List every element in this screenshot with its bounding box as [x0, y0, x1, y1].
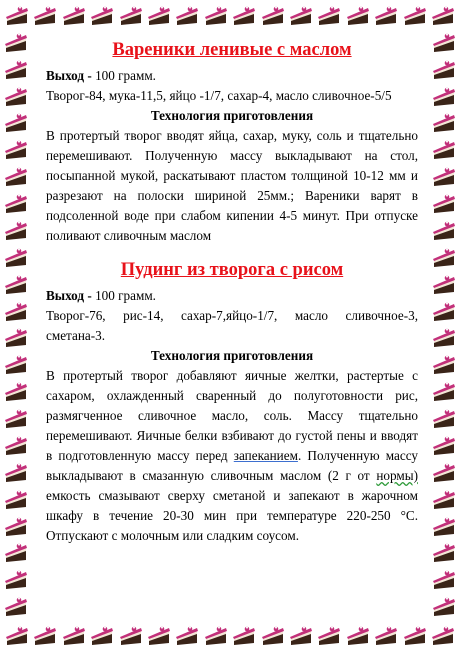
recipe2-ingredients: Творог-76, рис-14, сахар-7,яйцо-1/7, масло сливочное-3, сметана-3.: [46, 308, 418, 343]
cake-slice-icon: [4, 568, 28, 592]
cake-slice-icon: [119, 624, 143, 648]
recipe2-tech-text: [46, 366, 418, 546]
cake-slice-icon: [432, 568, 456, 592]
cake-slice-icon: [147, 624, 171, 648]
cake-slice-icon: [432, 111, 456, 135]
cake-slice-icon: [432, 31, 456, 55]
recipe2-title: Пудинг из творога с рисом: [120, 260, 344, 280]
cake-slice-icon: [4, 326, 28, 350]
cake-slice-icon: [175, 4, 199, 28]
recipe2-yield: [46, 286, 418, 306]
cake-slice-icon: [432, 434, 456, 458]
cake-slice-icon: [346, 624, 370, 648]
cake-slice-icon: [4, 31, 28, 55]
cake-slice-icon: [432, 541, 456, 565]
cake-slice-icon: [4, 380, 28, 404]
cake-slice-icon: [232, 4, 256, 28]
cake-slice-icon: [90, 624, 114, 648]
cake-slice-icon: [432, 380, 456, 404]
cake-slice-icon: [374, 4, 398, 28]
recipe2-yield-label: Выход -: [46, 288, 92, 303]
cake-slice-icon: [175, 624, 199, 648]
cake-slice-icon: [432, 165, 456, 189]
cake-slice-icon: [317, 624, 341, 648]
cake-slice-icon: [432, 461, 456, 485]
cake-slice-icon: [431, 4, 455, 28]
cake-slice-icon: [432, 353, 456, 377]
cake-slice-icon: [147, 4, 171, 28]
recipe1-tech-heading: Технология приготовления: [150, 108, 314, 123]
cake-slice-icon: [403, 4, 427, 28]
cake-slice-icon: [432, 138, 456, 162]
cake-slice-icon: [4, 353, 28, 377]
cake-slice-icon: [289, 4, 313, 28]
cake-slice-icon: [432, 58, 456, 82]
cake-slice-icon: [317, 4, 341, 28]
cake-slice-icon: [432, 515, 456, 539]
cake-slice-icon: [432, 595, 456, 619]
cake-slice-icon: [33, 624, 57, 648]
recipe1-yield-label: Выход -: [46, 68, 92, 83]
cake-slice-icon: [4, 165, 28, 189]
recipe1-tech-text: В протертый творог вводят яйца, сахар, муку, соль и тщательно перемешивают. Полученную массу выкладывают на стол, посыпанной мукой, раскатывают пластом толщиной 10-12 мм и разрезают на полоски шириной 25мм.; Вареники варят в подсоленной воде при слабом кипении 4-5 минут. При отпуске поливают сливочным маслом: [46, 128, 418, 243]
cake-slice-icon: [432, 192, 456, 216]
cake-slice-icon: [432, 85, 456, 109]
cake-slice-icon: [5, 4, 29, 28]
cake-slice-icon: [90, 4, 114, 28]
recipe2-tech-part2: . Полученную массу выкладывают в смазанную сливочным маслом (2 г от: [46, 448, 418, 483]
cake-slice-icon: [432, 326, 456, 350]
cake-slice-icon: [204, 624, 228, 648]
cake-slice-icon: [261, 624, 285, 648]
recipe2-tech-underlined-word: запеканием: [233, 448, 298, 463]
document-body: [46, 38, 418, 546]
cake-slice-icon: [62, 4, 86, 28]
cake-slice-icon: [4, 434, 28, 458]
recipe1-yield: [46, 66, 418, 86]
cake-slice-icon: [4, 192, 28, 216]
recipe1-title: Вареники ленивые с маслом: [112, 40, 352, 60]
cake-slice-icon: [374, 624, 398, 648]
cake-slice-icon: [4, 58, 28, 82]
cake-slice-icon: [431, 624, 455, 648]
cake-slice-icon: [432, 407, 456, 431]
cake-slice-icon: [432, 246, 456, 270]
cake-slice-icon: [62, 624, 86, 648]
cake-slice-icon: [261, 4, 285, 28]
cake-slice-icon: [289, 624, 313, 648]
cake-slice-icon: [33, 4, 57, 28]
recipe2-tech-part3: емкость смазывают сверху сметаной и запекают в жарочном шкафу в течение 20-30 мин при температуре 220-250 °С. Отпускают с молочным или сладким соусом.: [46, 488, 418, 543]
cake-slice-icon: [4, 246, 28, 270]
cake-slice-icon: [232, 624, 256, 648]
cake-slice-icon: [4, 273, 28, 297]
cake-slice-icon: [4, 595, 28, 619]
cake-slice-icon: [5, 624, 29, 648]
cake-slice-icon: [204, 4, 228, 28]
cake-slice-icon: [4, 219, 28, 243]
recipe2-tech-part1: В протертый творог добавляют яичные желтки, растертые с сахаром, охлажденный сваренный до полуготовности рис, размягченное сливочное масло, соль. Массу тщательно перемешивают. Яичные белки взбивают до густой пены и вводят в подготовленную массу перед: [46, 368, 418, 463]
cake-slice-icon: [403, 624, 427, 648]
cake-slice-icon: [432, 273, 456, 297]
cake-slice-icon: [4, 138, 28, 162]
cake-slice-icon: [4, 488, 28, 512]
cake-slice-icon: [4, 85, 28, 109]
recipe2-tech-green-word: нормы): [376, 468, 418, 483]
cake-slice-icon: [4, 515, 28, 539]
recipe1-yield-value: 100 грамм.: [91, 68, 156, 83]
cake-slice-icon: [4, 541, 28, 565]
cake-slice-icon: [432, 488, 456, 512]
cake-slice-icon: [4, 111, 28, 135]
cake-slice-icon: [119, 4, 143, 28]
cake-slice-icon: [4, 461, 28, 485]
cake-slice-icon: [4, 407, 28, 431]
recipe1-ingredients: Творог-84, мука-11,5, яйцо -1/7, сахар-4, масло сливочное-5/5: [46, 88, 392, 103]
recipe2-tech-heading: Технология приготовления: [150, 348, 314, 363]
cake-slice-icon: [4, 300, 28, 324]
recipe2-yield-value: 100 грамм.: [91, 288, 156, 303]
cake-slice-icon: [432, 219, 456, 243]
cake-slice-icon: [432, 300, 456, 324]
cake-slice-icon: [346, 4, 370, 28]
